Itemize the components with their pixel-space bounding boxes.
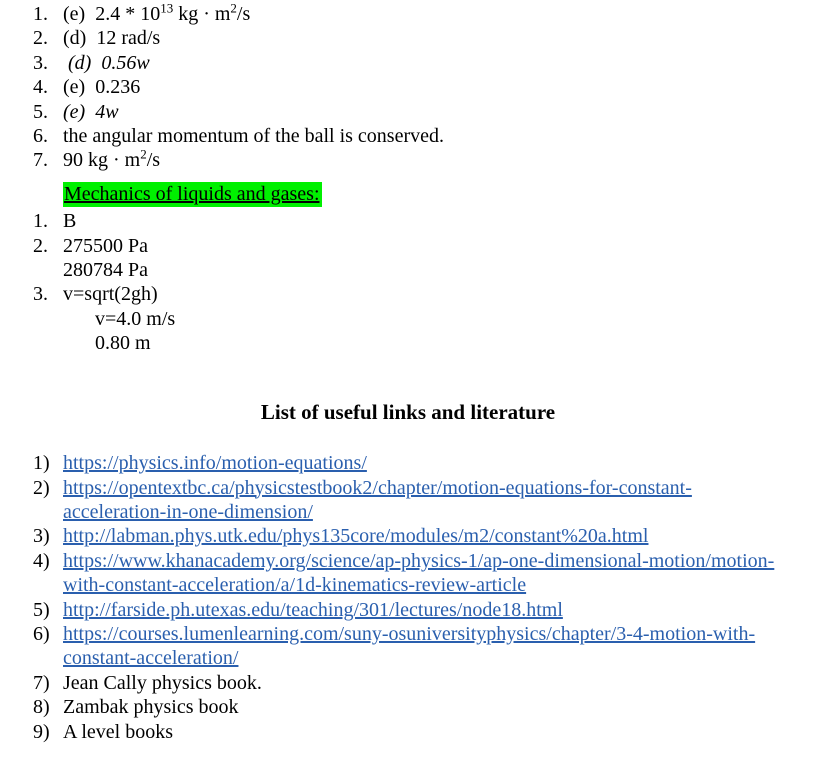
- list-item-number: 1): [33, 452, 50, 475]
- text-line: [63, 646, 816, 670]
- superscript-text: 2: [140, 146, 147, 162]
- list-item-number: 7): [33, 671, 50, 694]
- list-item-content: [63, 148, 816, 172]
- list-item: [0, 26, 816, 50]
- list-item-content: [63, 209, 816, 233]
- list-item-content: [63, 2, 816, 26]
- text-segment: (e) 2.4 * 10: [63, 3, 161, 25]
- list-item: [0, 549, 816, 598]
- list-item: [0, 476, 816, 525]
- list-item-number: 4.: [33, 76, 48, 99]
- text-segment: 280784 Pa: [63, 259, 148, 282]
- text-line: [63, 476, 816, 500]
- text-segment: (d) 12 rad/s: [63, 27, 161, 50]
- text-segment: /s: [146, 149, 161, 172]
- list-item-number: 3.: [33, 51, 48, 74]
- hyperlink[interactable]: [63, 476, 816, 525]
- list-item: [0, 451, 816, 475]
- text-line: [95, 331, 816, 355]
- list-item-number: 5.: [33, 100, 48, 123]
- text-segment: (d) 0.56w: [63, 51, 150, 74]
- text-line: [63, 524, 816, 548]
- text-line: [63, 622, 816, 646]
- text-line: [63, 75, 816, 99]
- text-segment: Jean Cally physics book.: [63, 671, 262, 694]
- text-line: [63, 100, 816, 124]
- text-segment: constant-acceleration/: [63, 647, 239, 670]
- list-item-number: 8): [33, 696, 50, 719]
- hyperlink[interactable]: [63, 524, 816, 548]
- superscript-text: 2: [230, 0, 237, 16]
- text-segment: with-constant-acceleration/a/1d-kinematics-review-article: [63, 574, 527, 597]
- list-item-content: [63, 100, 816, 124]
- list-item: [0, 695, 816, 719]
- list-item-content: [63, 720, 816, 744]
- list-item-number: 6.: [33, 125, 48, 148]
- list-item-content: [63, 26, 816, 50]
- list-item-content: [63, 451, 816, 475]
- text-segment: A level books: [63, 720, 173, 743]
- answers-list-rotation: [0, 2, 816, 173]
- hyperlink[interactable]: [63, 598, 816, 622]
- hyperlink[interactable]: [63, 549, 816, 598]
- text-line: [63, 695, 816, 719]
- text-segment: v=4.0 m/s: [95, 307, 176, 330]
- list-item: [0, 622, 816, 671]
- text-segment: 0.80 m: [95, 332, 151, 355]
- text-segment: https://opentextbc.ca/physicstestbook2/chapter/motion-equations-for-constant-: [63, 476, 692, 499]
- text-segment: https://www.khanacademy.org/science/ap-physics-1/ap-one-dimensional-motion/motion-: [63, 549, 775, 572]
- links-list: [0, 451, 816, 744]
- hyperlink[interactable]: [63, 622, 816, 671]
- list-item-content: [63, 476, 816, 525]
- list-item: [0, 598, 816, 622]
- text-segment: Zambak physics book: [63, 696, 239, 719]
- section-heading-row: [63, 182, 816, 206]
- text-line: [63, 500, 816, 524]
- list-item-content: [63, 671, 816, 695]
- list-item: [0, 209, 816, 233]
- hyperlink[interactable]: [63, 451, 816, 475]
- list-item: [0, 2, 816, 26]
- list-item-number: 6): [33, 622, 50, 645]
- list-item: [0, 524, 816, 548]
- list-item: [0, 671, 816, 695]
- list-item-content: [63, 695, 816, 719]
- list-item-number: 4): [33, 549, 50, 572]
- list-item: [0, 124, 816, 148]
- superscript-text: 13: [160, 0, 174, 16]
- text-segment: (e) 0.236: [63, 76, 141, 99]
- text-segment: 90 kg · m: [63, 149, 141, 172]
- text-line: [63, 598, 816, 622]
- list-item-content: [63, 622, 816, 671]
- list-item-content: [63, 75, 816, 99]
- list-item: [0, 51, 816, 75]
- list-item: [0, 75, 816, 99]
- list-item-content: [63, 549, 816, 598]
- list-item: [0, 720, 816, 744]
- text-line: [63, 124, 816, 148]
- text-segment: the angular momentum of the ball is conserved.: [63, 125, 445, 148]
- text-segment: acceleration-in-one-dimension/: [63, 500, 313, 523]
- text-line: [63, 234, 816, 258]
- list-item-content: [63, 124, 816, 148]
- list-item: [0, 100, 816, 124]
- list-item-number: 1.: [33, 210, 48, 233]
- list-item-number: 2.: [33, 234, 48, 257]
- text-line: [63, 282, 816, 306]
- list-item-number: 3): [33, 525, 50, 548]
- list-item: [0, 234, 816, 283]
- list-item: [0, 282, 816, 355]
- text-segment: kg · m: [173, 3, 231, 25]
- text-segment: B: [63, 210, 77, 233]
- list-item-number: 9): [33, 720, 50, 743]
- list-item-number: 5): [33, 598, 50, 621]
- text-line: [63, 26, 816, 50]
- text-segment: https://courses.lumenlearning.com/suny-osuniversityphysics/chapter/3-4-motion-with-: [63, 622, 756, 645]
- text-line: [63, 2, 816, 26]
- text-segment: http://labman.phys.utk.edu/phys135core/modules/m2/constant%20a.html: [63, 525, 649, 548]
- list-item: [0, 148, 816, 172]
- text-segment: (e) 4w: [63, 100, 119, 123]
- list-item-content: [63, 598, 816, 622]
- text-line: [63, 148, 816, 172]
- text-line: [63, 209, 816, 233]
- text-segment: https://physics.info/motion-equations/: [63, 452, 367, 475]
- text-segment: 275500 Pa: [63, 234, 148, 257]
- text-line: [63, 451, 816, 475]
- list-item-number: 2): [33, 476, 50, 499]
- list-item-number: 7.: [33, 149, 48, 172]
- text-line: [63, 671, 816, 695]
- list-item-number: 3.: [33, 283, 48, 306]
- text-segment: http://farside.ph.utexas.edu/teaching/301/lectures/node18.html: [63, 598, 563, 621]
- text-segment: v=sqrt(2gh): [63, 283, 158, 306]
- list-item-content: [63, 282, 816, 355]
- text-line: [63, 573, 816, 597]
- text-line: [63, 720, 816, 744]
- text-line: [63, 51, 816, 75]
- links-section-title: List of useful links and literature: [260, 399, 556, 424]
- text-line: [63, 258, 816, 282]
- list-item-number: 1.: [33, 3, 48, 25]
- list-item-number: 2.: [33, 27, 48, 50]
- answers-list-liquids: [0, 209, 816, 355]
- list-item-content: [63, 51, 816, 75]
- text-line: [63, 549, 816, 573]
- text-line: [95, 307, 816, 331]
- text-segment: /s: [236, 3, 251, 25]
- mechanics-section-heading: Mechanics of liquids and gases:: [64, 182, 320, 205]
- list-item-content: [63, 234, 816, 283]
- list-item-content: [63, 524, 816, 548]
